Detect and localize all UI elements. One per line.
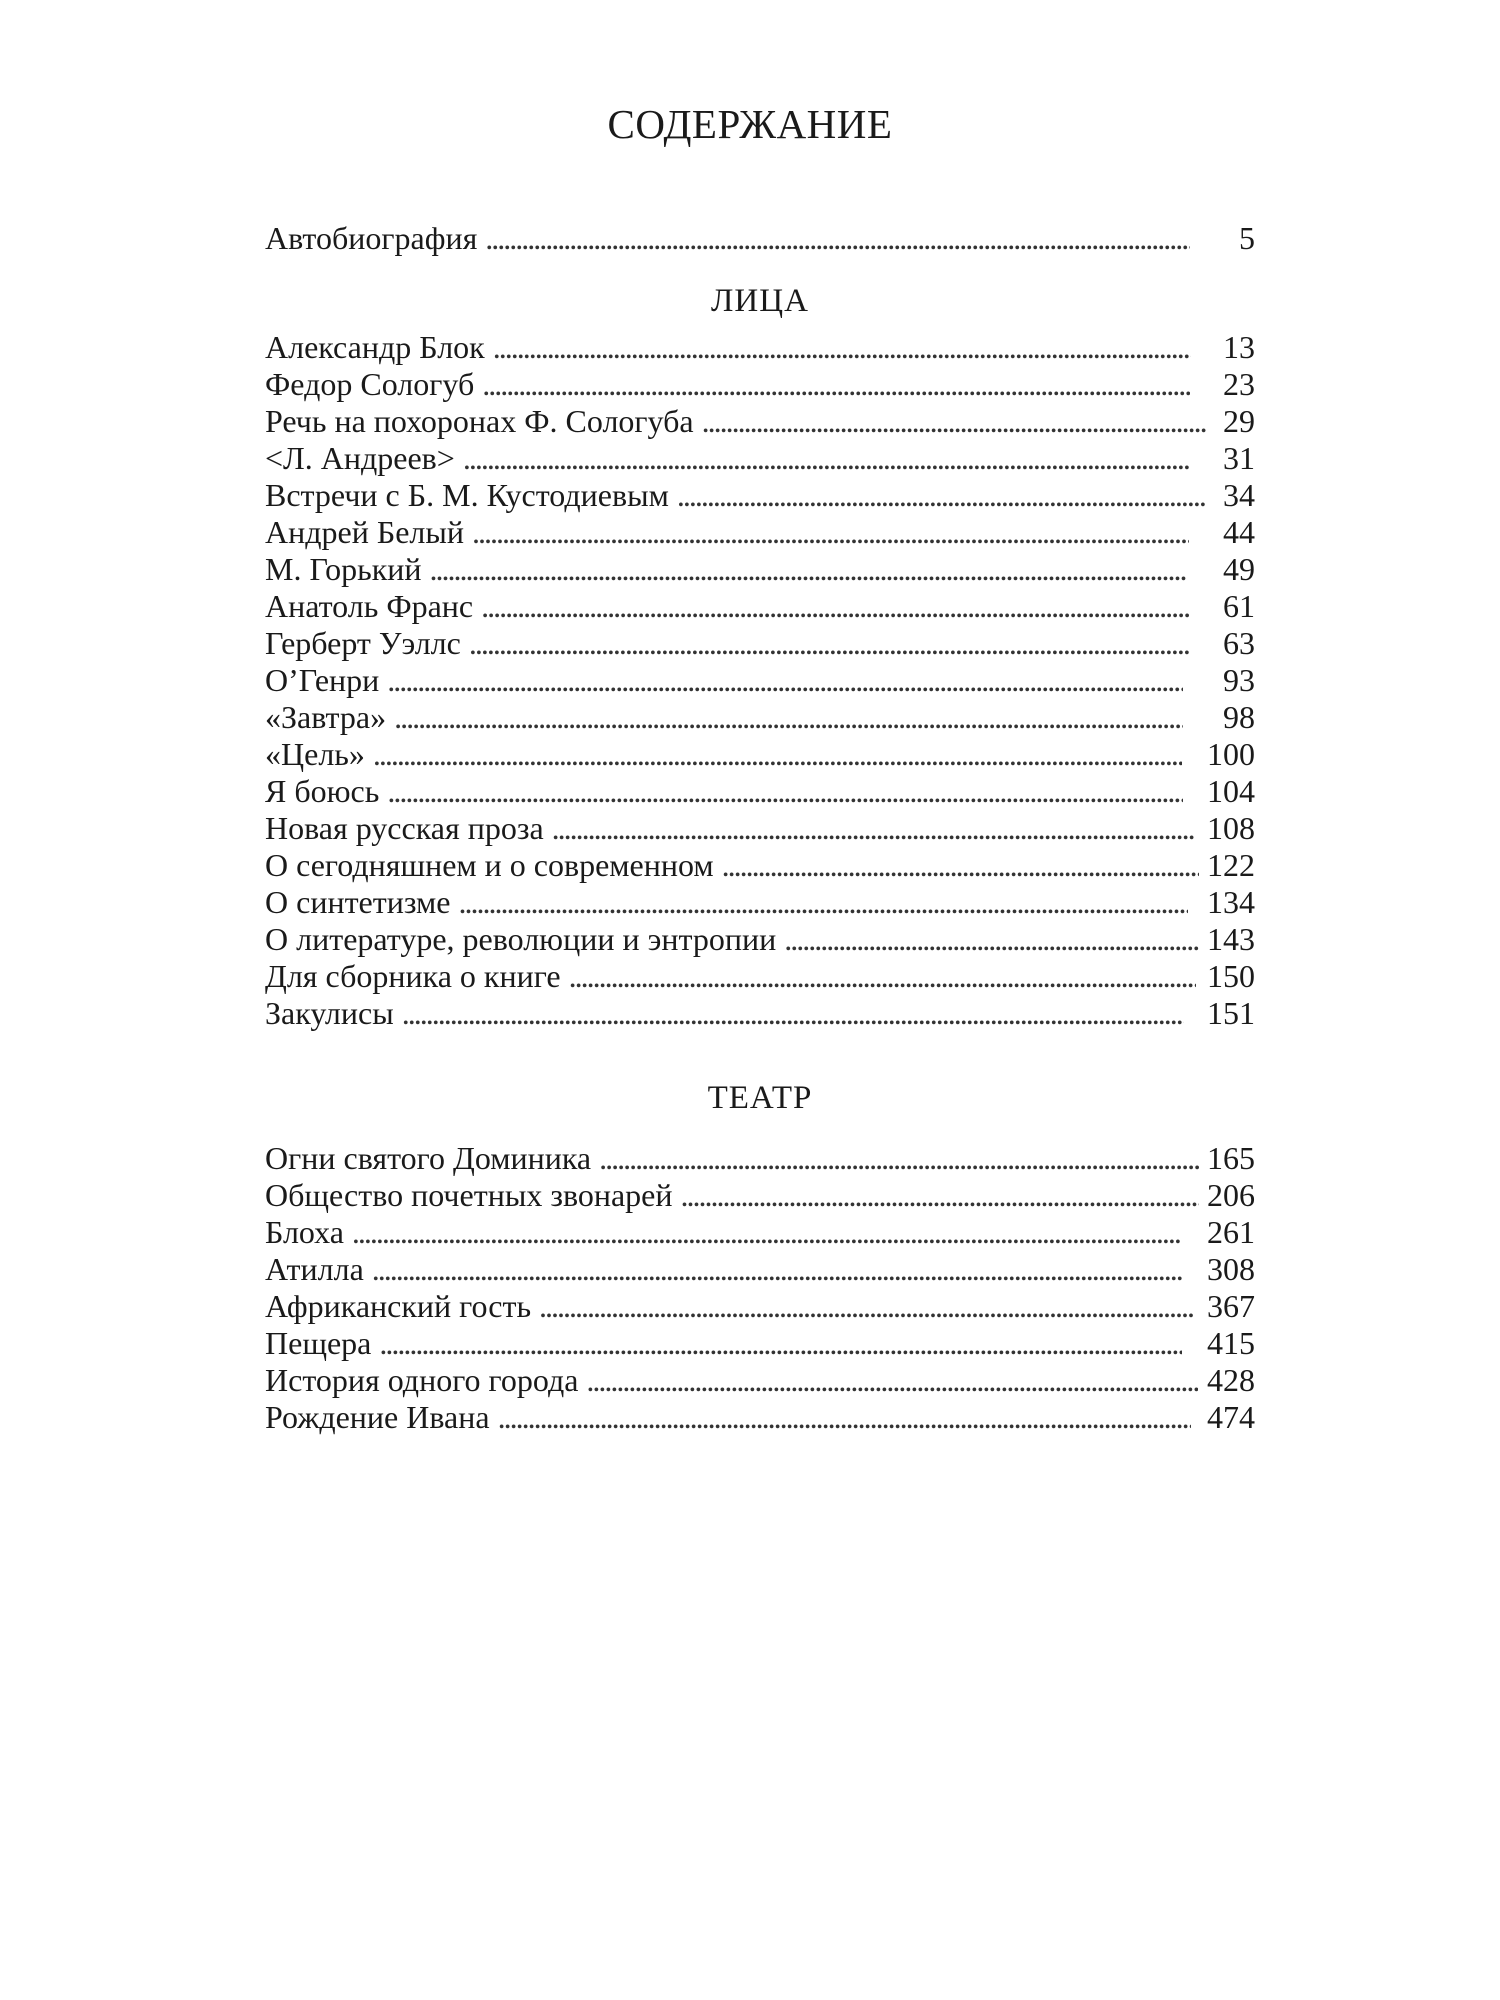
toc-entry (265, 514, 1255, 551)
toc-entry-page: 108 (1207, 810, 1255, 846)
toc-entry-page: 5 (1239, 220, 1255, 256)
toc-entry-page: 150 (1207, 958, 1255, 994)
toc-entry (265, 736, 1255, 773)
dot-leader (586, 1362, 1197, 1399)
table-of-contents (265, 220, 1255, 1436)
dot-leader (498, 1399, 1192, 1436)
toc-entry-page: 134 (1207, 884, 1255, 920)
section-heading-teatr: ТЕАТР (707, 1080, 813, 1116)
dot-leader (702, 403, 1207, 440)
dot-leader (387, 662, 1183, 699)
toc-entry (265, 884, 1255, 921)
toc-entry-page: 143 (1207, 921, 1255, 957)
toc-entry-title: Андрей Белый (265, 514, 465, 550)
toc-entry-page: 100 (1207, 736, 1255, 772)
dot-leader (677, 477, 1205, 514)
toc-entry (265, 366, 1255, 403)
toc-entry (265, 662, 1255, 699)
toc-entry-page: 29 (1223, 403, 1255, 439)
dot-leader (481, 588, 1190, 625)
page-title: СОДЕРЖАНИЕ (607, 101, 893, 147)
toc-entry-title: Закулисы (265, 995, 394, 1031)
toc-entry (265, 921, 1255, 958)
toc-entry-page: 23 (1223, 366, 1255, 402)
dot-leader (372, 1251, 1182, 1288)
toc-entry-title: Атилла (265, 1251, 364, 1287)
toc-entry-title: <Л. Андреев> (265, 440, 455, 476)
toc-entry (265, 773, 1255, 810)
toc-entry-title: Я боюсь (265, 773, 380, 809)
dot-leader (387, 773, 1183, 810)
toc-entry (265, 625, 1255, 662)
dot-leader (539, 1288, 1194, 1325)
dot-leader (485, 220, 1190, 257)
toc-entry-page: 34 (1223, 477, 1255, 513)
dot-leader (469, 625, 1189, 662)
toc-entry-page: 98 (1223, 699, 1255, 735)
toc-entry-title: История одного города (265, 1362, 579, 1398)
toc-entry (265, 477, 1255, 514)
dot-leader (394, 699, 1183, 736)
toc-entry-page: 13 (1223, 329, 1255, 365)
dot-leader (459, 884, 1189, 921)
dot-leader (352, 1214, 1180, 1251)
dot-leader (430, 551, 1187, 588)
toc-entry-page: 31 (1223, 440, 1255, 476)
toc-entry-page: 415 (1207, 1325, 1255, 1361)
toc-entry (265, 1288, 1255, 1325)
toc-entry-page: 206 (1207, 1177, 1255, 1213)
toc-entry (265, 1214, 1255, 1251)
toc-entry-title: Автобиография (265, 220, 478, 256)
toc-entry (265, 699, 1255, 736)
toc-entry-page: 308 (1207, 1251, 1255, 1287)
toc-entry-title: О синтетизме (265, 884, 451, 920)
dot-leader (784, 921, 1199, 958)
toc-entry-page: 165 (1207, 1140, 1255, 1176)
dot-leader (552, 810, 1196, 847)
toc-entry (265, 958, 1255, 995)
toc-entry-title: «Завтра» (265, 699, 387, 735)
toc-entry-title: Герберт Уэллс (265, 625, 461, 661)
toc-entry-title: Речь на похоронах Ф. Сологуба (265, 403, 694, 439)
toc-entry (265, 1140, 1255, 1177)
toc-entry (265, 1399, 1255, 1436)
toc-entry-page: 151 (1207, 995, 1255, 1031)
dot-leader (722, 847, 1199, 884)
toc-entry (265, 1362, 1255, 1399)
toc-entry-title: Пещера (265, 1325, 372, 1361)
toc-entry-page: 104 (1207, 773, 1255, 809)
toc-entry-page: 428 (1207, 1362, 1255, 1398)
section-heading-lica: ЛИЦА (711, 283, 809, 319)
dot-leader (472, 514, 1189, 551)
toc-entry (265, 810, 1255, 847)
toc-entry-title: О’Генри (265, 662, 380, 698)
dot-leader (599, 1140, 1199, 1177)
toc-entry-page: 44 (1223, 514, 1255, 550)
toc-entry-page: 49 (1223, 551, 1255, 587)
toc-entry-title: О сегодняшнем и о современном (265, 847, 714, 883)
toc-entry-page: 367 (1207, 1288, 1255, 1324)
dot-leader (463, 440, 1189, 477)
toc-entry (265, 220, 1255, 257)
dot-leader (569, 958, 1197, 995)
toc-entry-title: О литературе, революции и энтропии (265, 921, 777, 957)
toc-entry (265, 403, 1255, 440)
toc-entry-title: Федор Сологуб (265, 366, 475, 402)
toc-entry-page: 63 (1223, 625, 1255, 661)
toc-entry (265, 847, 1255, 884)
dot-leader (482, 366, 1190, 403)
toc-entry-title: Огни святого Доминика (265, 1140, 592, 1176)
toc-entry (265, 1325, 1255, 1362)
toc-entry-page: 261 (1207, 1214, 1255, 1250)
toc-entry-title: Для сборника о книге (265, 958, 561, 994)
toc-entry-page: 474 (1207, 1399, 1255, 1435)
toc-entry (265, 1251, 1255, 1288)
dot-leader (379, 1325, 1182, 1362)
section-entries-teatr (265, 1140, 1255, 1436)
toc-entry (265, 551, 1255, 588)
toc-entry-title: Новая русская проза (265, 810, 544, 846)
dot-leader (373, 736, 1182, 773)
dot-leader (493, 329, 1191, 366)
toc-entry-title: М. Горький (265, 551, 422, 587)
toc-entry-title: «Цель» (265, 736, 365, 772)
toc-entry-title: Анатоль Франс (265, 588, 474, 624)
toc-entry (265, 329, 1255, 366)
toc-entry-title: Блоха (265, 1214, 344, 1250)
dot-leader (681, 1177, 1200, 1214)
toc-entry-title: Встречи с Б. М. Кустодиевым (265, 477, 669, 513)
toc-entry-title: Африканский гость (265, 1288, 532, 1324)
toc-entry (265, 1177, 1255, 1214)
toc-entry-page: 93 (1223, 662, 1255, 698)
toc-entry (265, 995, 1255, 1032)
toc-entry (265, 588, 1255, 625)
toc-entry-title: Александр Блок (265, 329, 485, 365)
toc-entry-page: 61 (1223, 588, 1255, 624)
toc-entry-title: Рождение Ивана (265, 1399, 490, 1435)
toc-entry (265, 440, 1255, 477)
toc-entry-title: Общество почетных звонарей (265, 1177, 673, 1213)
toc-entry-page: 122 (1207, 847, 1255, 883)
dot-leader (402, 995, 1184, 1032)
section-entries-lica (265, 329, 1255, 1032)
